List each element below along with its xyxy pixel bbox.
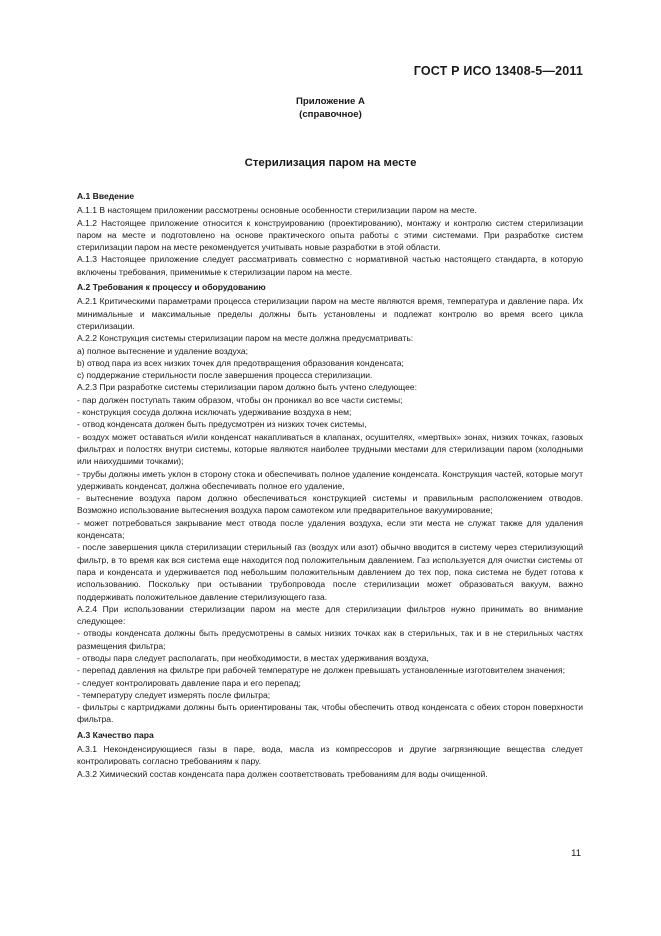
list-item-a2-2-b: b) отвод пара из всех низких точек для предотвращения образования конденсата;: [77, 357, 404, 368]
section-heading-a1: А.1 Введение: [77, 191, 135, 201]
list-item-a2-4-3: - перепад давления на фильтре при рабочей температуре не должен превышать установленные изготовителем значения;: [77, 665, 565, 676]
paragraph-a1-2: А.1.2 Настоящее приложение относится к конструированию (проектированию), монтажу и контролю систем стерилизации паром на месте и подготовлено на основе практического опыта работы с этими системами. При разработке систем стерилизации паром на месте рекомендуется учитывать новые разработки в этой области.: [77, 217, 583, 253]
document-body: [77, 190, 583, 780]
list-item-a2-3-6: - вытеснение воздуха паром должно обеспечиваться конструкцией системы и правильным расположением отводов. Возможно использование вытеснения воздуха паром самотеком или предварительное вакуумирование;: [77, 493, 583, 516]
paragraph-a2-3: А.2.3 При разработке системы стерилизации паром должно быть учтено следующее:: [77, 382, 417, 393]
list-item-a2-3-2: - конструкция сосуда должна исключать удерживание воздуха в нем;: [77, 407, 352, 418]
list-item-a2-4-6: - фильтры с картриджами должны быть ориентированы так, чтобы обеспечить отвод конденсата с обеих сторон поверхности фильтра.: [77, 702, 583, 725]
list-item-a2-2-a: a) полное вытеснение и удаление воздуха;: [77, 345, 249, 356]
list-item-a2-2-c: c) поддержание стерильности после завершения процесса стерилизации.: [77, 370, 373, 381]
list-item-a2-4-1: - отводы конденсата должны быть предусмотрены в самых низких точках как в стерильных, так и в не стерильных частях размещения фильтра;: [77, 628, 583, 651]
list-item-a2-4-2: - отводы пара следует располагать, при необходимости, в местах удерживания воздуха,: [77, 652, 429, 663]
list-item-a2-3-4: - воздух может оставаться и/или конденсат накапливаться в клапанах, осушителях, «мертвых» зонах, низких точках, газовых фильтрах и полостях внутри системы, которые являются наиболее трудными местами для стерилизации паром (холодными или наихудшими точками);: [77, 431, 583, 467]
appendix-title: Приложение А: [296, 96, 365, 107]
list-item-a2-3-8: - после завершения цикла стерилизации стерильный газ (воздух или азот) обычно вводится в систему через стерилизующий фильтр, в то время как вся система еще находится под положительным давлением. Газ используется для очистки системы от пара и конденсата и удерживается под небольшим положительным давлением до тех пор, пока система не будет готова к использованию. Поскольку при остывании трубопровода после стерилизации может образоваться вакуум, важно поддерживать положительное давление стерилизующего газа.: [77, 542, 583, 602]
list-item-a2-3-5: - трубы должны иметь уклон в сторону стока и обеспечивать полное удаление конденсата. Конструкция частей, которые могут удерживать конденсат, должна обеспечивать полное его удаление,: [77, 468, 583, 491]
paragraph-a2-2: А.2.2 Конструкция системы стерилизации паром на месте должна предусматривать:: [77, 333, 414, 344]
section-heading-a2: А.2 Требования к процессу и оборудованию: [77, 282, 266, 293]
list-item-a2-3-1: - пар должен поступать таким образом, чтобы он проникал во все части системы;: [77, 394, 403, 405]
list-item-a2-4-5: - температуру следует измерять после фильтра;: [77, 689, 271, 700]
document-code: ГОСТ Р ИСО 13408-5—2011: [413, 64, 583, 78]
paragraph-a1-1: А.1.1 В настоящем приложении рассмотрены основные особенности стерилизации паром на месте.: [77, 205, 477, 216]
paragraph-a3-1: А.3.1 Неконденсирующиеся газы в паре, вода, масла из компрессоров и другие загрязняющие вещества следует контролировать согласно требованиям к пару.: [77, 744, 583, 767]
list-item-a2-3-7: - может потребоваться закрывание мест отвода после удаления воздуха, если эти места не служат также для удаления конденсата;: [77, 517, 583, 541]
document-title: Стерилизация паром на месте: [244, 157, 417, 169]
section-heading-a3: А.3 Качество пара: [77, 729, 154, 740]
list-item-a2-4-4: - следует контролировать давление пара и его перепад;: [77, 677, 301, 688]
paragraph-a2-4: А.2.4 При использовании стерилизации паром на месте для стерилизации фильтров нужно принимать во внимание следующее:: [77, 603, 583, 627]
list-item-a2-3-3: - отвод конденсата должен быть предусмотрен из низких точек системы,: [77, 419, 367, 430]
appendix-type: (справочное): [299, 109, 362, 120]
paragraph-a3-2: А.3.2 Химический состав конденсата пара должен соответствовать требованиям для воды очищенной.: [77, 768, 488, 779]
paragraph-a1-3: А.1.3 Настоящее приложение следует рассматривать совместно с нормативной частью настоящего стандарта, в которую включены требования, применимые к стерилизации паром на месте.: [77, 254, 583, 277]
page-number: 11: [571, 848, 581, 859]
paragraph-a2-1: А.2.1 Критическими параметрами процесса стерилизации паром на месте являются время, температура и давление пара. Их минимальные и максимальные пределы должны быть установлены и подлежат контролю во время всего цикла стерилизации.: [77, 296, 583, 331]
